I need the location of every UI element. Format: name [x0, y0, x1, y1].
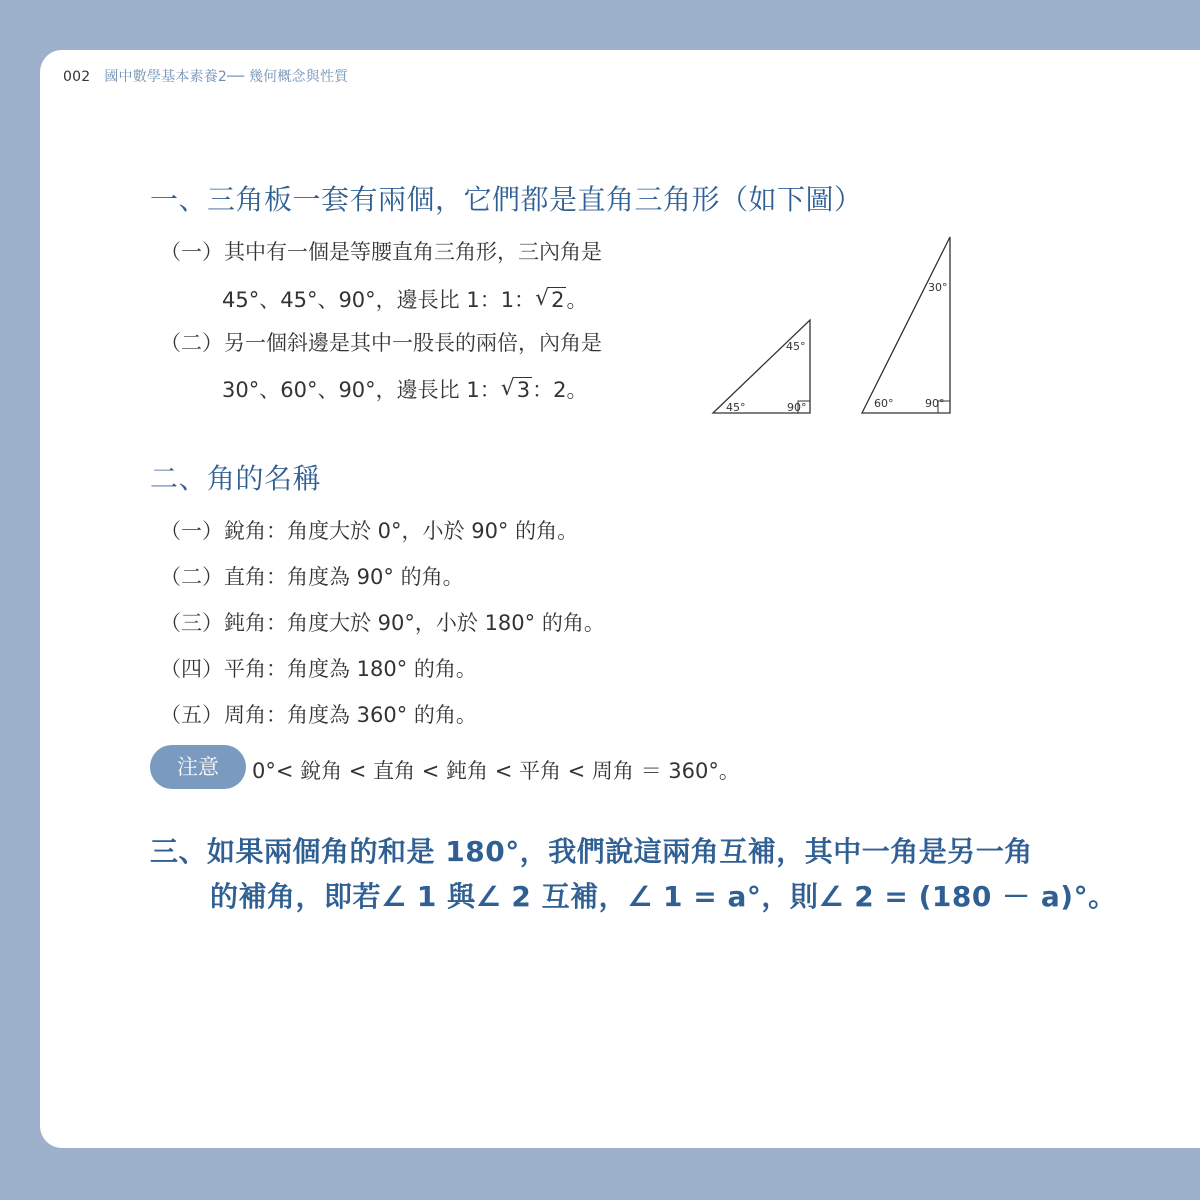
item-number: （一） [160, 240, 223, 264]
item-number: （二） [160, 331, 223, 355]
page-number: 002 [63, 69, 91, 85]
item-number: （一） [160, 519, 223, 543]
triangle-45-45-90 [713, 320, 810, 414]
section3-heading-line2: 的補角，即若∠ 1 與∠ 2 互補，∠ 1 = a°，則∠ 2 = (180 － a)°。 [210, 880, 1117, 913]
triangle-30-60-90 [862, 237, 950, 413]
item-text: 另一個斜邊是其中一股長的兩倍，內角是 [224, 331, 602, 355]
note-badge: 注意 [150, 745, 246, 789]
item-text: 30°、60°、90°，邊長比 1： [222, 378, 501, 402]
set-square-figure [700, 225, 970, 425]
angle-label-top: 30° [928, 281, 948, 294]
item-text: ：2。 [532, 378, 588, 402]
running-header [63, 66, 348, 86]
angle-name-item [160, 607, 605, 637]
sqrt-symbol [535, 288, 566, 312]
angle-name-item [160, 561, 464, 591]
item-text: 直角：角度為 90° 的角。 [224, 565, 464, 589]
item-text: 45°、45°、90°，邊長比 1：1： [222, 288, 536, 312]
angle-name-item [160, 699, 477, 729]
item-number: （五） [160, 703, 223, 727]
angle-label-right: 90° [787, 401, 807, 414]
sqrt-value: 2 [551, 288, 565, 312]
section1-item1-line2 [222, 284, 587, 314]
section1-heading: 一、三角板一套有兩個，它們都是直角三角形（如下圖） [150, 183, 863, 216]
angle-label-top: 45° [786, 340, 806, 353]
item-text: 其中有一個是等腰直角三角形，三內角是 [224, 240, 602, 264]
section1-item2-line2 [222, 374, 587, 404]
item-text: 鈍角：角度大於 90°，小於 180° 的角。 [224, 611, 605, 635]
item-text: 銳角：角度大於 0°，小於 90° 的角。 [224, 519, 579, 543]
book-title: 國中數學基本素養2── 幾何概念與性質 [104, 69, 349, 85]
angle-label-right: 90° [925, 397, 945, 410]
triangle-30-outline [862, 237, 950, 413]
triangle-45-outline [713, 320, 810, 413]
section2-heading: 二、角的名稱 [150, 462, 322, 495]
item-text: 。 [566, 288, 588, 312]
sqrt-value: 3 [516, 378, 531, 402]
item-text: 周角：角度為 360° 的角。 [224, 703, 477, 727]
section3-heading-line1: 三、如果兩個角的和是 180°，我們說這兩角互補，其中一角是另一角 [150, 835, 1033, 868]
angle-name-item [160, 515, 578, 545]
item-number: （四） [160, 657, 223, 681]
section1-item2-line1 [160, 327, 602, 357]
sqrt-symbol [501, 378, 532, 402]
item-number: （三） [160, 611, 223, 635]
note-text: 0°< 銳角 < 直角 < 鈍角 < 平角 < 周角 ＝ 360°。 [252, 759, 740, 783]
section1-item1-line1 [160, 236, 602, 266]
item-number: （二） [160, 565, 223, 589]
angle-label-left: 45° [726, 401, 746, 414]
item-text: 平角：角度為 180° 的角。 [224, 657, 477, 681]
angle-label-left: 60° [874, 397, 894, 410]
angle-name-item [160, 653, 477, 683]
